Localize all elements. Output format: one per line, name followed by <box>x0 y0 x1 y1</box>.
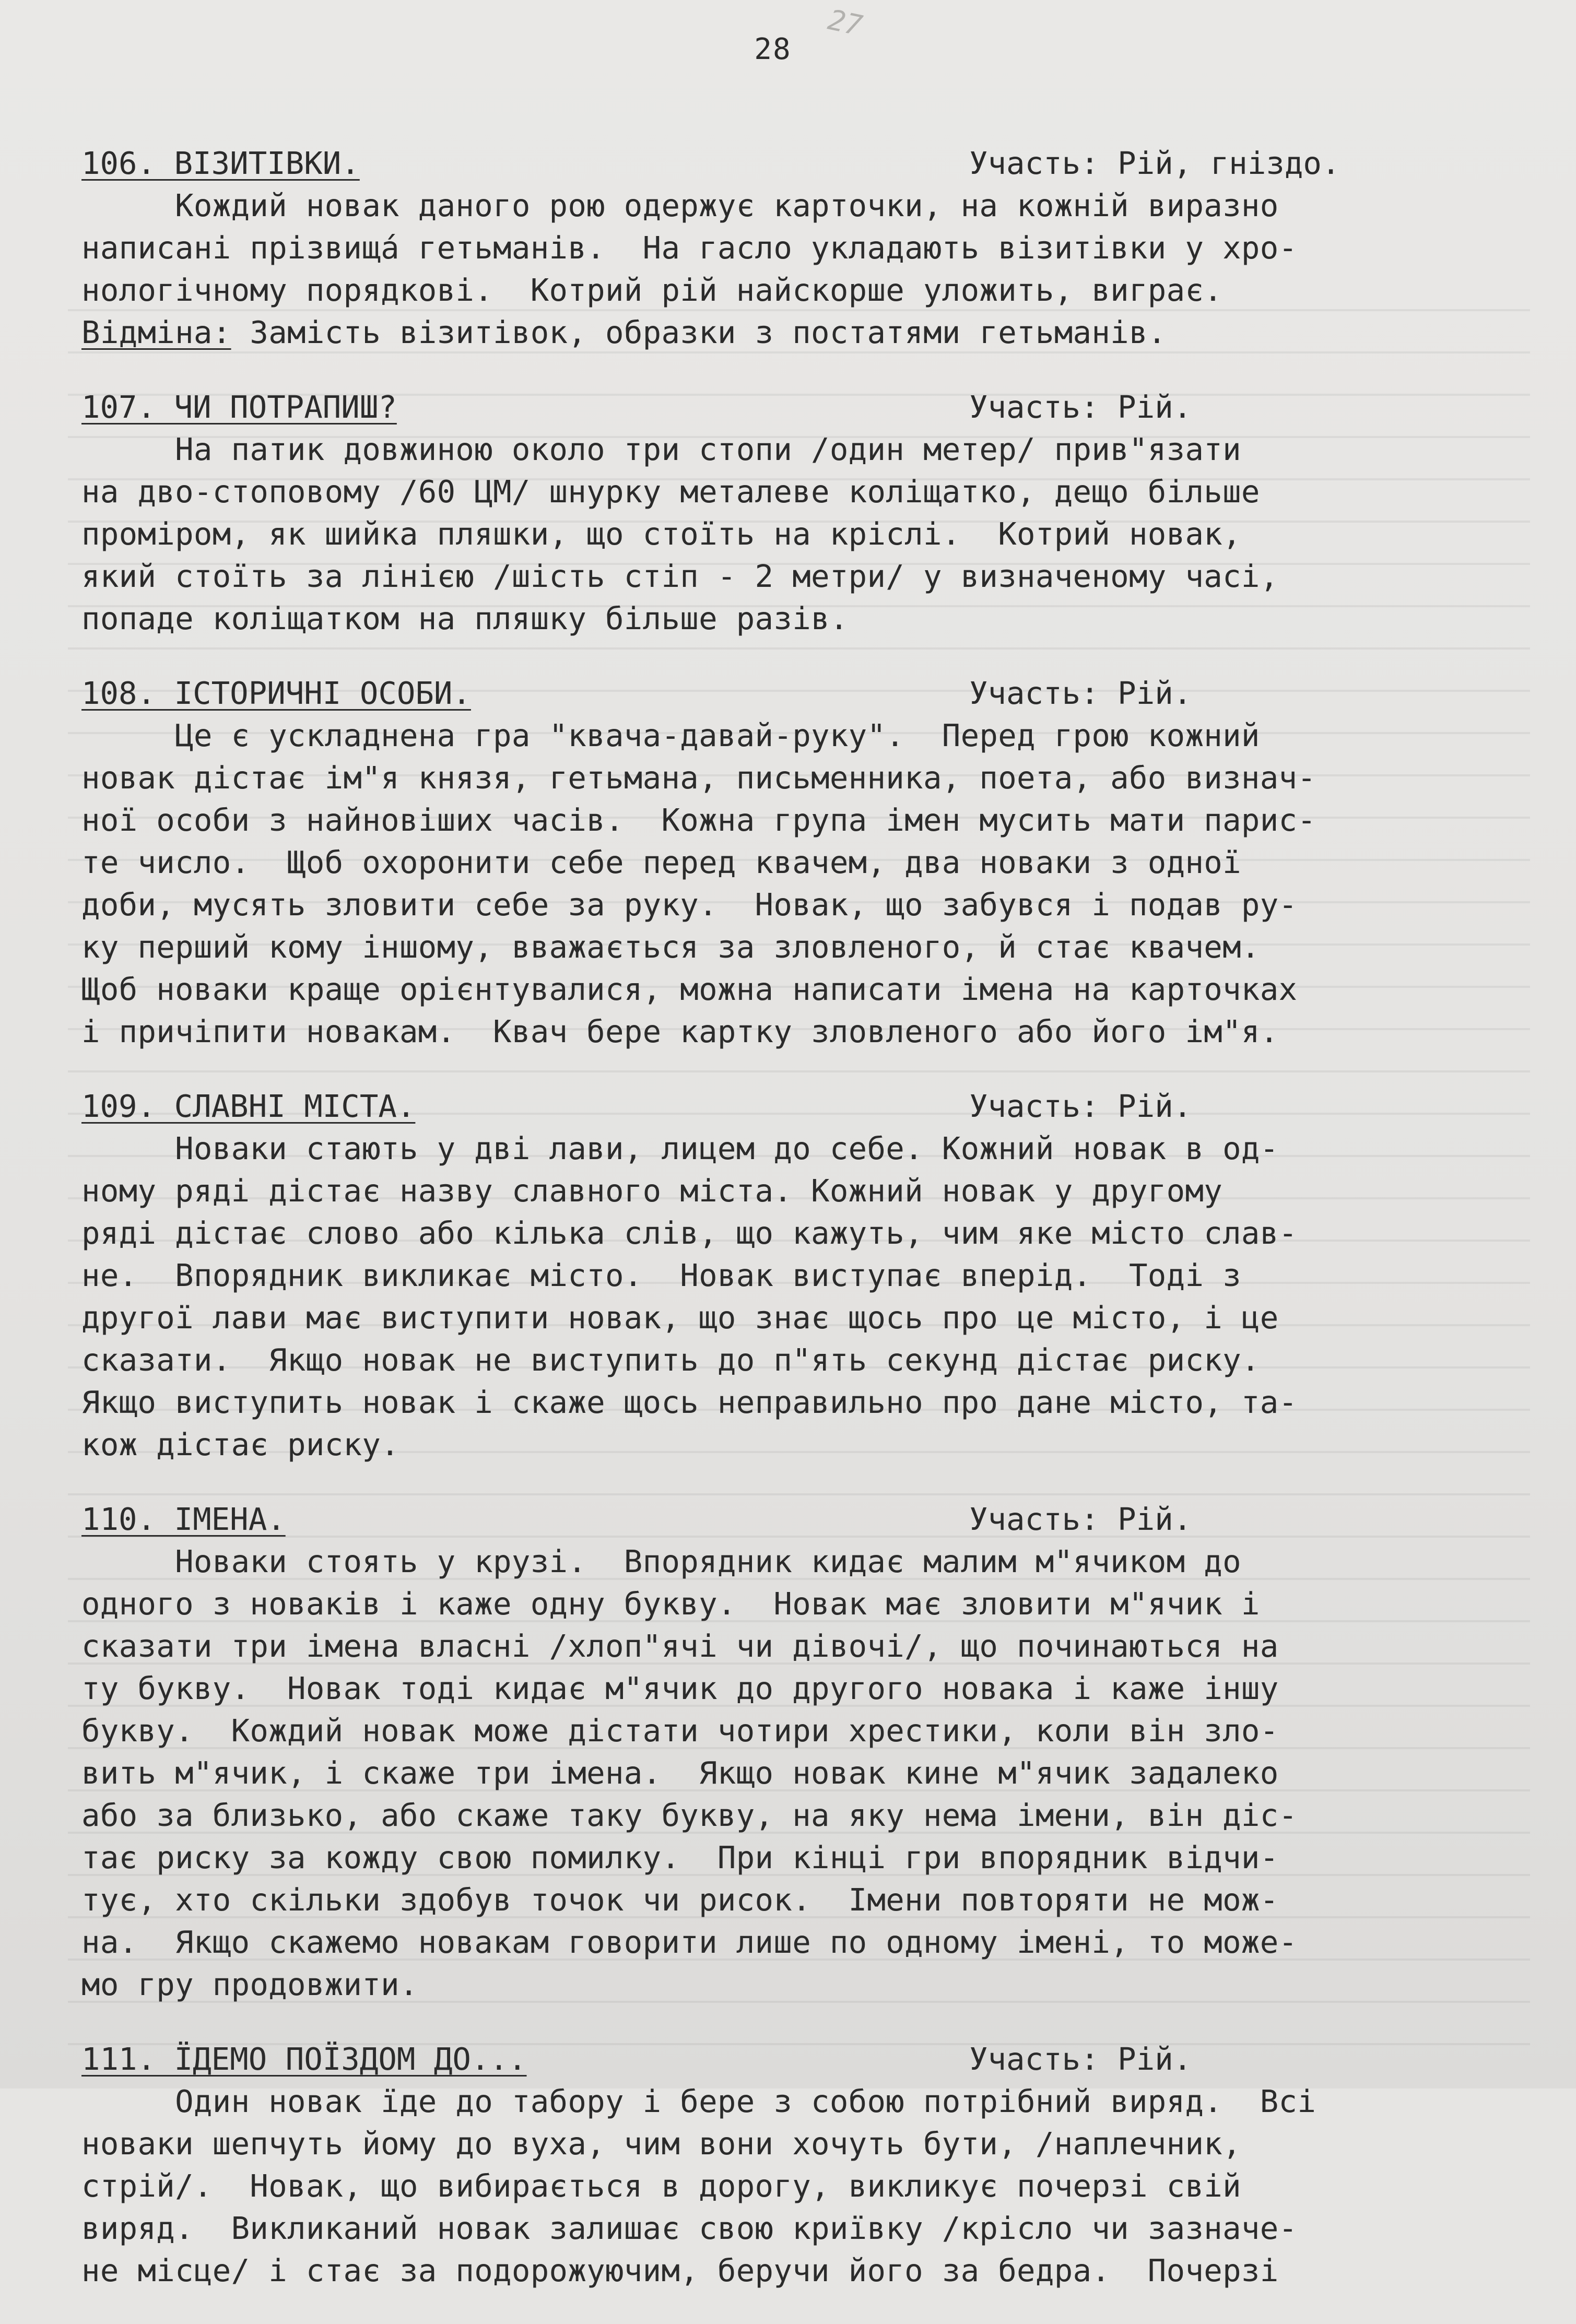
section-heading <box>81 672 1491 714</box>
text-line: або за близько, або скаже таку букву, на яку нема імени, він діс- <box>81 1797 1298 1833</box>
section-participation: Участь: Рій. <box>969 1501 1192 1537</box>
text-line: Якщо виступить новак і скаже щось неправильно про дане місто, та- <box>81 1384 1298 1420</box>
section-110 <box>81 1498 1491 2006</box>
text-line: нологічному порядкові. Котрий рій найскорше уложить, виграє. <box>81 272 1223 308</box>
text-line: кож дістає риску. <box>81 1426 399 1462</box>
text-line: Щоб новаки краще орієнтувалися, можна написати імена на карточках <box>81 971 1298 1007</box>
section-heading <box>81 1498 1491 1540</box>
section-heading <box>81 2038 1491 2080</box>
text-line: ту букву. Новак тоді кидає м"ячик до другого новака і каже іншу <box>81 1670 1279 1706</box>
section-title: 107. ЧИ ПОТРАПИШ? <box>81 389 397 425</box>
section-heading <box>81 386 1491 428</box>
text-line: Кождий новак даного рою одержує карточки, на кожній виразно <box>81 187 1279 223</box>
text-line: одного з новаків і каже одну букву. Новак має зловити м"ячик і <box>81 1586 1260 1622</box>
section-title: 109. СЛАВНІ МІСТА. <box>81 1088 416 1124</box>
text-line: тає риску за кожду свою помилку. При кінці гри впорядник відчи- <box>81 1839 1279 1875</box>
text-line: Це є ускладнена гра "квача-давай-руку". Перед грою кожний <box>81 717 1260 753</box>
text-line: стрій/. Новак, що вибирається в дорогу, викликує почерзі свій <box>81 2168 1241 2204</box>
section-107 <box>81 386 1491 640</box>
text-line: ряді дістає слово або кілька слів, що кажуть, чим яке місто слав- <box>81 1215 1298 1251</box>
text-line: не місце/ і стає за подорожуючим, беручи його за бедра. Почерзі <box>81 2252 1279 2288</box>
document-body <box>81 142 1491 2324</box>
text-line: доби, мусять зловити себе за руку. Новак, що забувся і подав ру- <box>81 887 1298 923</box>
section-heading <box>81 1085 1491 1127</box>
section-title: 111. ЇДЕМО ПОЇЗДОМ ДО... <box>81 2041 527 2077</box>
text-line: другої лави має виступити новак, що знає щось про це місто, і це <box>81 1300 1279 1336</box>
text-line: сказати три імена власні /хлоп"ячі чи дівочі/, що починаються на <box>81 1628 1279 1664</box>
text-line: ної особи з найновіших часів. Кожна група імен мусить мати парис- <box>81 802 1316 838</box>
text-line: ку перший кому іншому, вважається за зловленого, й стає квачем. <box>81 929 1260 965</box>
section-106 <box>81 142 1491 353</box>
text-line: попаде коліщатком на пляшку більше разів. <box>81 600 849 636</box>
text-line: написані прізвищá гетьманів. На гасло укладають візитівки у хро- <box>81 230 1298 266</box>
section-participation: Участь: Рій. <box>969 675 1192 711</box>
text-line: вить м"ячик, і скаже три імена. Якщо новак кине м"ячик задалеко <box>81 1755 1279 1791</box>
text-line: тує, хто скільки здобув точок чи рисок. Імени повторяти не мож- <box>81 1882 1279 1918</box>
pencil-page-number: 27 <box>825 3 865 43</box>
section-109 <box>81 1085 1491 1466</box>
section-heading <box>81 142 1491 184</box>
text-line: На патик довжиною около три стопи /один метер/ прив"язати <box>81 431 1241 467</box>
section-title: 106. ВІЗИТІВКИ. <box>81 145 360 181</box>
text-line: проміром, як шийка пляшки, що стоїть на кріслі. Котрий новак, <box>81 516 1241 552</box>
text-line: Новаки стоять у крузі. Впорядник кидає малим м"ячиком до <box>81 1543 1241 1579</box>
text-line: на. Якщо скажемо новакам говорити лише по одному імені, то може- <box>81 1924 1298 1960</box>
section-participation: Участь: Рій, гніздо. <box>969 145 1340 181</box>
section-participation: Участь: Рій. <box>969 389 1192 425</box>
text-line: ному ряді дістає назву славного міста. Кожний новак у другому <box>81 1173 1223 1209</box>
section-participation: Участь: Рій. <box>969 1088 1192 1124</box>
variant-text: Замість візитівок, образки з постатями гетьманів. <box>231 314 1167 350</box>
text-line: і причіпити новакам. Квач бере картку зловленого або його ім"я. <box>81 1013 1279 1049</box>
text-line: те число. Щоб охоронити себе перед квачем, два новаки з одної <box>81 844 1241 880</box>
section-108 <box>81 672 1491 1053</box>
page-number: 28 <box>754 32 792 66</box>
text-line: букву. Кождий новак може дістати чотири хрестики, коли він зло- <box>81 1713 1279 1749</box>
text-line: Один новак їде до табору і бере з собою потрібний виряд. Всі <box>81 2083 1316 2119</box>
text-line: сказати. Якщо новак не виступить до п"ять секунд дістає риску. <box>81 1342 1260 1378</box>
section-title: 110. ІМЕНА. <box>81 1501 286 1537</box>
text-line: на дво-стоповому /60 ЦМ/ шнурку металеве коліщатко, дещо більше <box>81 474 1260 510</box>
variant-line <box>81 311 1491 353</box>
section-participation: Участь: Рій. <box>969 2041 1192 2077</box>
text-line: виряд. Викликаний новак залишає свою криївку /крісло чи зазначе- <box>81 2210 1298 2246</box>
text-line: мо гру продовжити. <box>81 1966 418 2002</box>
variant-label: Відміна: <box>81 314 231 350</box>
section-111 <box>81 2038 1491 2292</box>
text-line: Новаки стають у дві лави, лицем до себе. Кожний новак в од- <box>81 1130 1279 1166</box>
text-line: новак дістає ім"я князя, гетьмана, письменника, поета, або визнач- <box>81 760 1316 796</box>
text-line: новаки шепчуть йому до вуха, чим вони хочуть бути, /наплечник, <box>81 2126 1241 2162</box>
text-line: не. Впорядник викликає місто. Новак виступає вперід. Тоді з <box>81 1257 1241 1293</box>
section-title: 108. ІСТОРИЧНІ ОСОБИ. <box>81 675 471 711</box>
text-line: який стоїть за лінією /шість стіп - 2 метри/ у визначеному часі, <box>81 558 1279 594</box>
